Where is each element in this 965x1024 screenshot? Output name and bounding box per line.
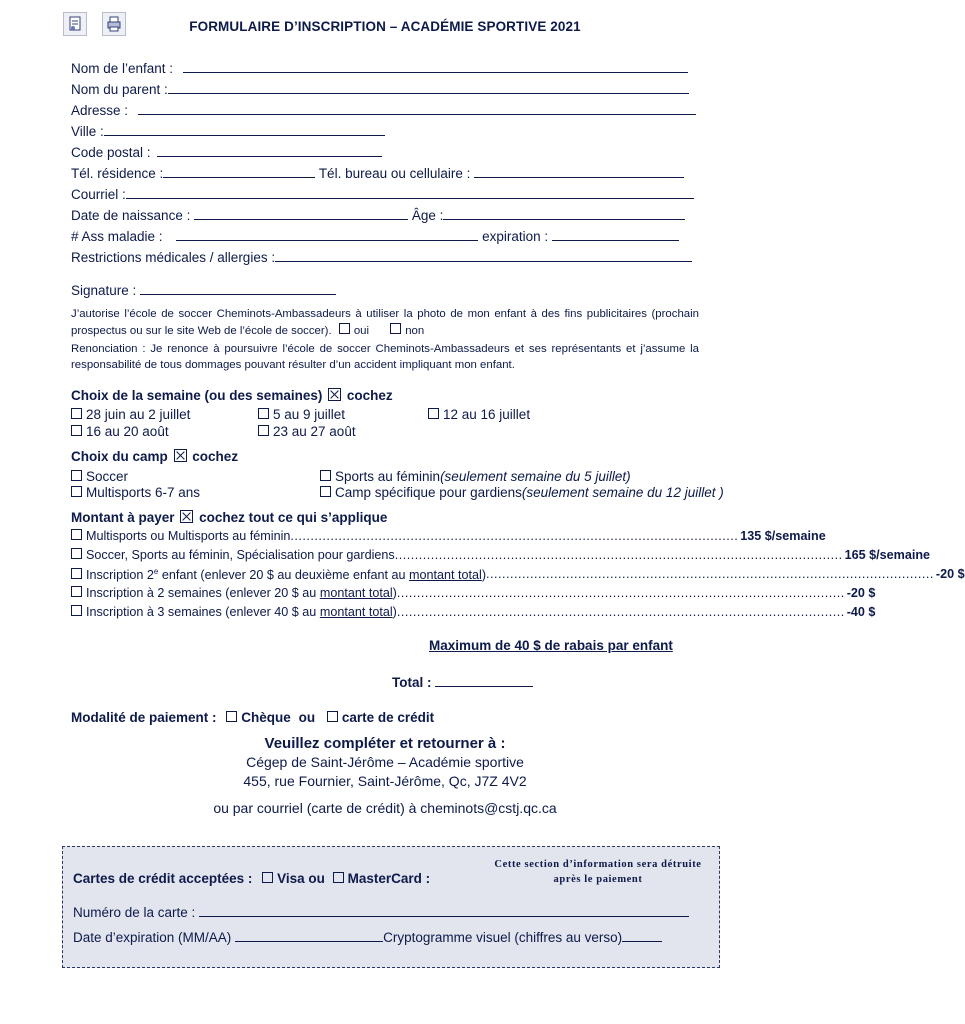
- visa-checkbox[interactable]: [262, 872, 273, 883]
- retour-heading: Veuillez compléter et retourner à :: [264, 735, 506, 752]
- retour-line1: Cégep de Saint-Jérôme – Académie sportive: [246, 754, 524, 770]
- checkbox-icon[interactable]: [71, 529, 82, 540]
- field-parent[interactable]: Nom du parent :: [71, 81, 689, 98]
- checkbox-icon[interactable]: [71, 486, 82, 497]
- checked-box-icon: [180, 510, 193, 523]
- price-row[interactable]: Multisports ou Multisports au féminin ................................................................................................................ 135 $/semaine: [71, 529, 657, 543]
- checkbox-icon[interactable]: [71, 568, 82, 579]
- oui-checkbox[interactable]: [339, 323, 350, 334]
- field-ville[interactable]: Ville :: [71, 123, 385, 140]
- total-field[interactable]: Total :: [392, 674, 533, 690]
- checkbox-icon[interactable]: [428, 408, 439, 419]
- numero-carte-field[interactable]: Numéro de la carte :: [73, 904, 689, 921]
- retour-line2: 455, rue Fournier, Saint-Jérôme, Qc, J7Z 4V2: [243, 773, 527, 789]
- checkbox-icon[interactable]: [71, 425, 82, 436]
- camp-feminin[interactable]: Sports au féminin(seulement semaine du 5 juillet): [320, 469, 631, 484]
- field-adresse[interactable]: Adresse :: [71, 102, 696, 119]
- checkbox-icon[interactable]: [71, 408, 82, 419]
- semaine-option[interactable]: 23 au 27 août: [258, 424, 356, 439]
- checked-box-icon: [174, 449, 187, 462]
- camp-soccer[interactable]: Soccer: [71, 469, 128, 484]
- montant-heading: Montant à payer cochez tout ce qui s’applique: [71, 510, 388, 525]
- cartes-acceptees: Cartes de crédit acceptées : Visa ou MasterCard :: [73, 871, 431, 886]
- field-courriel[interactable]: Courriel :: [71, 186, 694, 203]
- credit-card-section: [62, 846, 720, 968]
- checkbox-icon[interactable]: [71, 586, 82, 597]
- price-row[interactable]: Inscription 2e enfant (enlever 20 $ au deuxième enfant au montant total) ................................................................................................................ -20 $: [71, 567, 657, 582]
- checkbox-icon[interactable]: [71, 470, 82, 481]
- carte-credit-checkbox[interactable]: [327, 711, 338, 722]
- semaine-option[interactable]: 12 au 16 juillet: [428, 407, 530, 422]
- checkbox-icon[interactable]: [320, 470, 331, 481]
- destruction-note: Cette section d’information sera détruite après le paiement: [494, 859, 702, 885]
- cheque-checkbox[interactable]: [226, 711, 237, 722]
- checkbox-icon[interactable]: [320, 486, 331, 497]
- non-checkbox[interactable]: [390, 323, 401, 334]
- modalite-paiement: Modalité de paiement : Chèque ou carte de crédit: [71, 710, 435, 725]
- checkbox-icon[interactable]: [71, 548, 82, 559]
- maximum-rabais: Maximum de 40 $ de rabais par enfant: [429, 638, 673, 653]
- field-restrictions[interactable]: Restrictions médicales / allergies :: [71, 249, 692, 266]
- retour-courriel: ou par courriel (carte de crédit) à cheminots@cstj.qc.ca: [213, 800, 557, 816]
- checkbox-icon[interactable]: [258, 408, 269, 419]
- camp-multisports[interactable]: Multisports 6-7 ans: [71, 485, 200, 500]
- price-row[interactable]: Soccer, Sports au féminin, Spécialisation pour gardiens ................................................................................................................ 165 $/semaine: [71, 548, 657, 562]
- field-telephones[interactable]: Tél. résidence : Tél. bureau ou cellulaire :: [71, 165, 684, 182]
- price-row[interactable]: Inscription à 3 semaines (enlever 40 $ au montant total) ................................................................................................................ -40 $: [71, 605, 657, 619]
- field-code-postal[interactable]: Code postal :: [71, 144, 382, 161]
- checkbox-icon[interactable]: [258, 425, 269, 436]
- expiration-crypto-field[interactable]: Date d’expiration (MM/AA) Cryptogramme visuel (chiffres au verso): [73, 929, 662, 946]
- field-signature[interactable]: Signature :: [71, 282, 336, 299]
- checkbox-icon[interactable]: [71, 605, 82, 616]
- semaine-option[interactable]: 28 juin au 2 juillet: [71, 407, 190, 422]
- field-ass-maladie[interactable]: # Ass maladie : expiration :: [71, 228, 679, 245]
- camp-heading: Choix du camp cochez: [71, 449, 239, 464]
- semaines-heading: Choix de la semaine (ou des semaines) cochez: [71, 388, 393, 403]
- page-title: FORMULAIRE D’INSCRIPTION – ACADÉMIE SPORTIVE 2021: [189, 19, 581, 34]
- field-naissance-age[interactable]: Date de naissance : Âge :: [71, 207, 685, 224]
- field-enfant[interactable]: Nom de l’enfant :: [71, 60, 688, 77]
- mastercard-checkbox[interactable]: [333, 872, 344, 883]
- semaine-option[interactable]: 16 au 20 août: [71, 424, 169, 439]
- renonciation: Renonciation : Je renonce à poursuivre l’école de soccer Cheminots-Ambassadeurs et ses représentants et j’assume la responsabilité de tous dommages pouvant résulter d’un accident impliquant mon enfant.: [71, 343, 699, 371]
- camp-gardiens[interactable]: Camp spécifique pour gardiens(seulement semaine du 12 juillet ): [320, 485, 724, 500]
- photo-consent: J’autorise l’école de soccer Cheminots-Ambassadeurs à utiliser la photo de mon enfant à des fins publicitaires (prochain prospectus ou sur le site Web de l’école de soccer). oui non: [71, 308, 699, 337]
- semaine-option[interactable]: 5 au 9 juillet: [258, 407, 345, 422]
- price-row[interactable]: Inscription à 2 semaines (enlever 20 $ au montant total) ................................................................................................................ -20 $: [71, 586, 657, 600]
- checked-box-icon: [328, 388, 341, 401]
